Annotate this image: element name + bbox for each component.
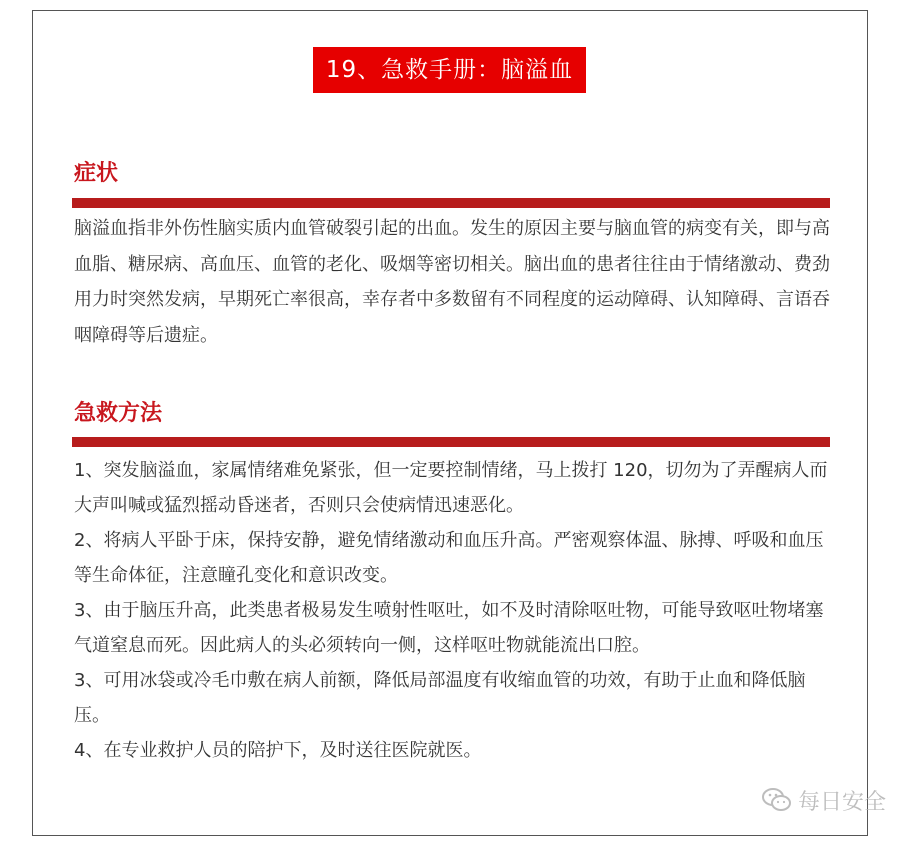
first-aid-step: 2、将病人平卧于床，保持安静，避免情绪激动和血压升高。严密观察体温、脉搏、呼吸和血压等生命体征，注意瞳孔变化和意识改变。 (74, 530, 824, 586)
watermark (762, 780, 886, 820)
first-aid-step: 4、在专业救护人员的陪护下，及时送往医院就医。 (74, 740, 482, 761)
first-aid-step: 1、突发脑溢血，家属情绪难免紧张，但一定要控制情绪，马上拨打 120，切勿为了弄醒病人而大声叫喊或猛烈摇动昏迷者，否则只会使病情迅速恶化。 (74, 460, 828, 516)
page-title: 19、急救手册：脑溢血 (313, 47, 586, 93)
section-divider-first-aid (72, 437, 830, 447)
symptoms-paragraph: 脑溢血指非外伤性脑实质内血管破裂引起的出血。发生的原因主要与脑血管的病变有关，即与高血脂、糖尿病、高血压、血管的老化、吸烟等密切相关。脑出血的患者往往由于情绪激动、费劲用力时突然发病，早期死亡率很高，幸存者中多数留有不同程度的运动障碍、认知障碍、言语吞咽障碍等后遗症。 (74, 218, 830, 346)
watermark-text: 每日安全 (798, 789, 887, 815)
first-aid-step: 3、由于脑压升高，此类患者极易发生喷射性呕吐，如不及时清除呕吐物，可能导致呕吐物堵塞气道窒息而死。因此病人的头必须转向一侧，这样呕吐物就能流出口腔。 (74, 600, 824, 656)
wechat-icon (762, 787, 792, 813)
first-aid-steps (74, 453, 834, 768)
section-divider-symptoms (72, 198, 830, 208)
section-heading-first-aid: 急救方法 (74, 401, 163, 426)
section-heading-symptoms: 症状 (74, 161, 119, 186)
first-aid-step: 3、可用冰袋或冷毛巾敷在病人前额，降低局部温度有收缩血管的功效，有助于止血和降低脑压。 (74, 670, 806, 726)
